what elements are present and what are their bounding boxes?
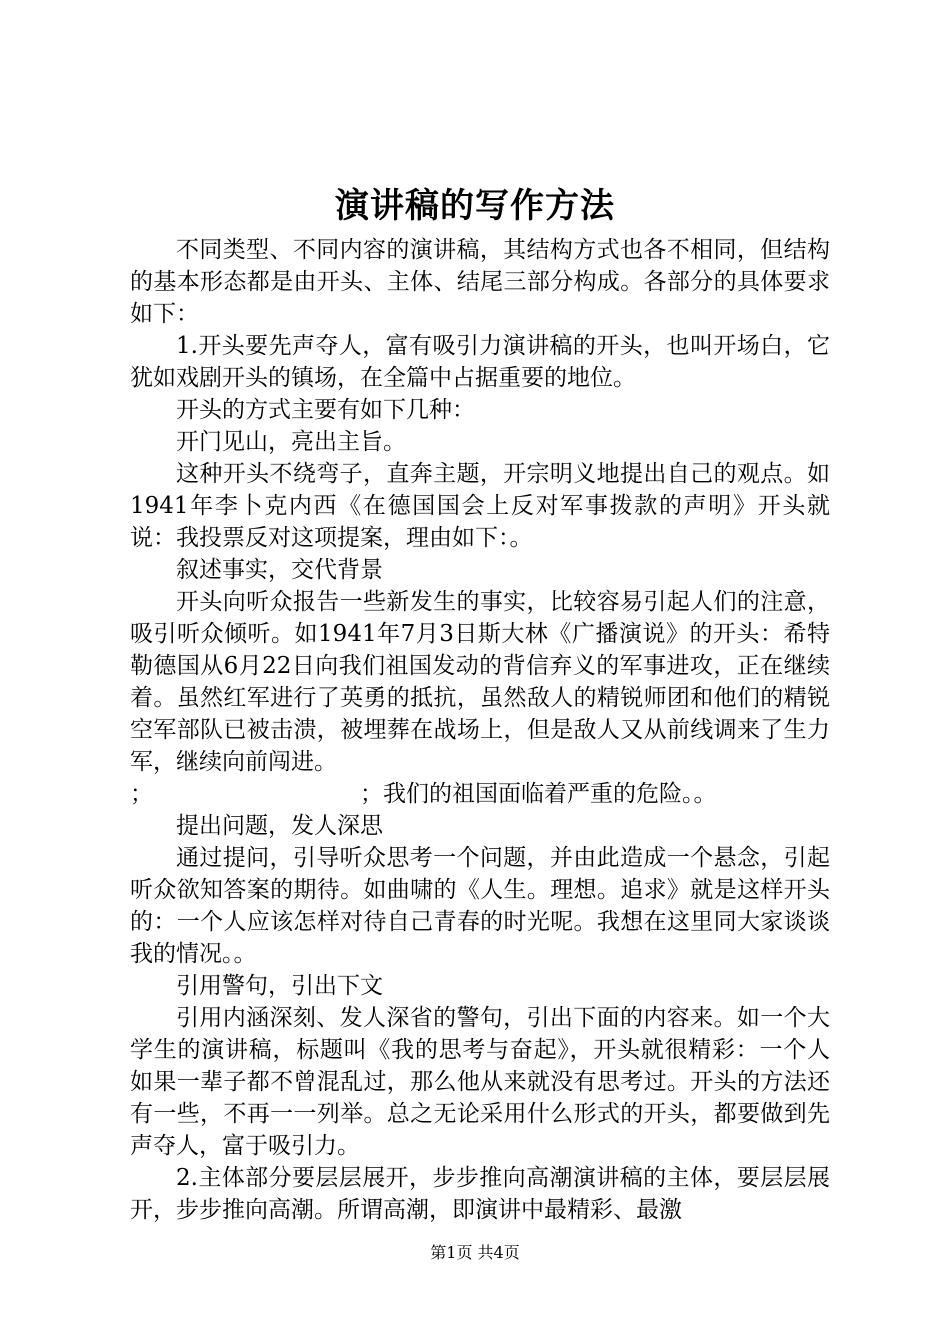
gap-line-start: ； <box>130 781 153 807</box>
document-title: 演讲稿的写作方法 <box>335 186 615 226</box>
paragraph-narrate: 开头向听众报告一些新发生的事实，比较容易引起人们的注意，吸引听众倾听。如1941年7月3日斯大林《广播演说》的开头：希特勒德国从6月22日向我们祖国发动的背信弃义的军事进攻，正在继续着。虽然红军进行了英勇的抵抗，虽然敌人的精锐师团和他们的精锐空军部队已被击溃，被埋葬在战场上，但是敌人又从前线调来了生力军，继续向前闯进。 <box>130 589 830 775</box>
paragraph-intro: 不同类型、不同内容的演讲稿，其结构方式也各不相同，但结构的基本形态都是由开头、主体、结尾三部分构成。各部分的具体要求如下： <box>130 237 830 327</box>
document-body <box>130 234 830 1226</box>
paragraph-main-body: 2.主体部分要层层展开，步步推向高潮演讲稿的主体，要层层展开，步步推向高潮。所谓高潮，即演讲中最精彩、最激 <box>130 1165 830 1223</box>
gap-line-end: ；我们的祖国面临着严重的危险。。 <box>360 781 717 807</box>
heading-direct: 开门见山，亮出主旨。 <box>176 429 406 455</box>
page-footer: 第1页 共4页 <box>430 1243 520 1262</box>
paragraph-opening: 1.开头要先声夺人，富有吸引力演讲稿的开头，也叫开场白，它犹如戏剧开头的镇场，在全篇中占据重要的地位。 <box>130 333 830 391</box>
heading-narrate: 叙述事实，交代背景 <box>176 557 383 583</box>
paragraph-direct: 这种开头不绕弯子，直奔主题，开宗明义地提出自己的观点。如1941年李卜克内西《在德国国会上反对军事拨款的声明》开头就说：我投票反对这项提案，理由如下：。 <box>130 461 830 551</box>
heading-quote: 引用警句，引出下文 <box>176 973 383 999</box>
heading-question: 提出问题，发人深思 <box>176 813 383 839</box>
paragraph-opening-ways: 开头的方式主要有如下几种： <box>176 397 475 423</box>
paragraph-quote: 引用内涵深刻、发人深省的警句，引出下面的内容来。如一个大学生的演讲稿，标题叫《我的思考与奋起》，开头就很精彩：一个人如果一辈子都不曾混乱过，那么他从来就没有思考过。开头的方法还有一些，不再一一列举。总之无论采用什么形式的开头，都要做到先声夺人，富于吸引力。 <box>130 1005 830 1159</box>
paragraph-question: 通过提问，引导听众思考一个问题，并由此造成一个悬念，引起听众欲知答案的期待。如曲啸的《人生。理想。追求》就是这样开头的：一个人应该怎样对待自己青春的时光呢。我想在这里同大家谈谈我的情况。。 <box>130 845 830 967</box>
gap-line <box>130 778 830 810</box>
